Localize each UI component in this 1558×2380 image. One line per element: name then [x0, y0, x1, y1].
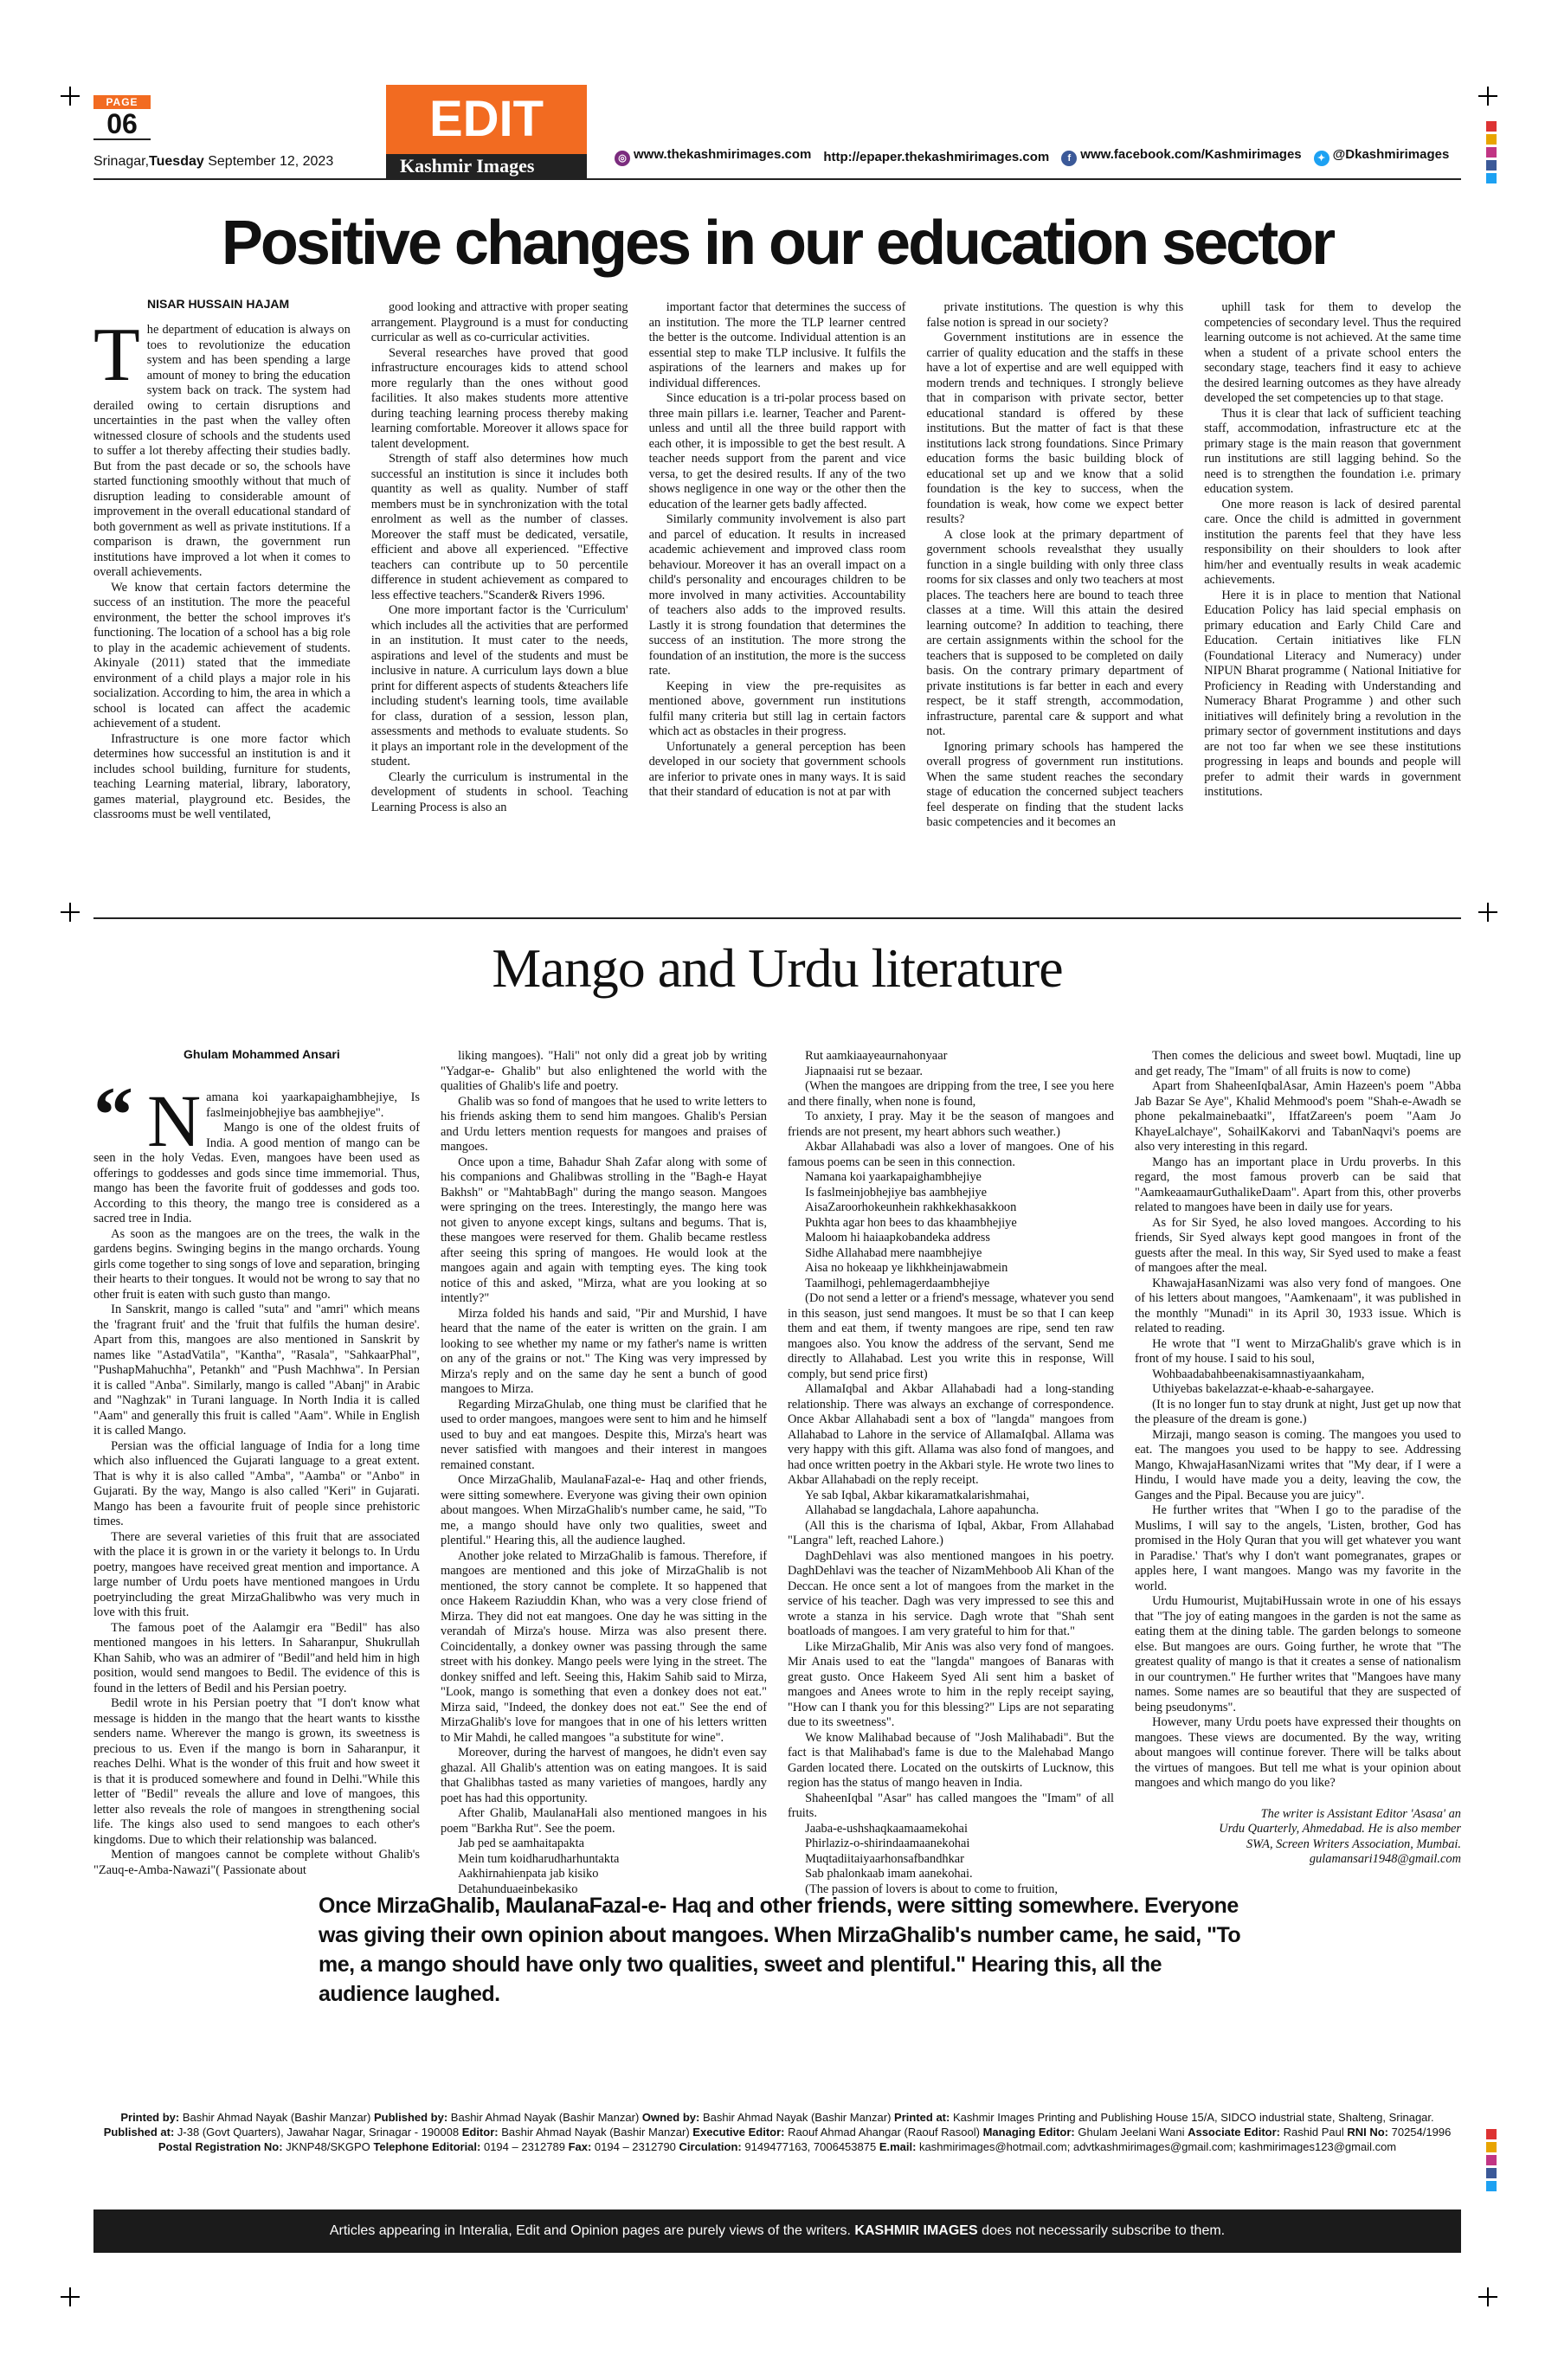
paragraph-text: ShaheenIqbal "Asar" has called mangoes the "Imam" of all fruits. — [788, 1791, 1114, 1820]
paragraph-text: Muqtadiitaiyaarhonsafbandhkar — [805, 1851, 964, 1866]
side-icon-3 — [1486, 160, 1497, 170]
writer-note-line: The writer is Assistant Editor 'Asasa' an — [1260, 1806, 1461, 1821]
twitter-icon: ✦ — [1314, 151, 1329, 166]
paragraph-text: Mein tum koidharudharhuntakta — [458, 1851, 620, 1866]
imprint-value: JKNP48/SKGPO — [282, 2140, 374, 2153]
paragraph — [371, 603, 628, 770]
paragraph — [93, 1303, 420, 1439]
article1-column-3 — [649, 300, 906, 923]
paragraph-text: Strength of staff also determines how much successful an institution is since it includes both quantity as well as quality. Number of staff members must be in synchronization with the total enrolment as well as the number of classes. Moreover the staff must be dedicated, versatile, efficient and above all experienced. "Effective teachers can contribute up to 50 percentile difference in student achievement as compared to less effective teachers."Scander& Rivers 1996. — [370, 452, 628, 602]
paragraph-text: liking mangoes). "Hali" not only did a great job by writing "Yadgar-e- Ghalib" but also enlightened the world with the qualities of Ghalib's life and poetry. — [441, 1049, 767, 1093]
paragraph — [1135, 1503, 1461, 1594]
paragraph — [441, 1398, 767, 1474]
paragraph — [788, 1822, 1114, 1837]
side-icons-bottom — [1486, 2129, 1498, 2191]
article1-column-4 — [926, 300, 1183, 923]
paragraph — [1135, 1216, 1461, 1277]
side-icon-4 — [1486, 2181, 1497, 2191]
paragraph-text: The famous poet of the Aalamgir era "Bedil" has also mentioned mangoes in his letters. In Saharanpur, Shukrullah Khan Sahib, who was an admirer of "Bedil"and held him in high position, would send mangoes to Bedil. The evidence of this is found in the letters of Bedil and his Persian poetry. — [93, 1620, 420, 1695]
registration-mark-bottom-left — [61, 2287, 80, 2306]
side-icon-0 — [1486, 2129, 1497, 2139]
imprint-label: Fax: — [568, 2140, 592, 2153]
article2-headline: Mango and Urdu literature — [492, 937, 1063, 999]
writer-note — [1135, 1807, 1461, 1868]
paragraph — [1135, 1367, 1461, 1383]
imprint-label: Editor: — [461, 2126, 499, 2139]
article1-body — [93, 300, 1461, 923]
paragraph-text: important factor that determines the success of an institution. The more the TLP learner centred the better is the outcome. Individual attention is an essential step to make TLP inclusive. It fulfils the aspirations of the learners and makes up for individual differences. — [648, 300, 906, 390]
imprint-value: Raouf Ahmad Ahangar (Raouf Rasool) — [784, 2126, 983, 2139]
imprint-line — [93, 2125, 1461, 2139]
paragraph-text: Phirlaziz-o-shirindaamaanekohai — [805, 1836, 970, 1850]
paragraph — [1204, 407, 1461, 498]
paragraph — [1135, 1382, 1461, 1398]
article2-column-2 — [441, 1049, 767, 1896]
registration-mark-bottom-right — [1478, 2287, 1497, 2306]
paragraph-text: Regarding MirzaGhulab, one thing must be clarified that he used to order mangoes, mangoes were sent to him and he himself used to buy and eat mangoes. Despite this, Mirza's heart was never satisfied with mangoes and their interest in mangoes remained constant. — [441, 1397, 767, 1472]
paragraph — [788, 1503, 1114, 1519]
paragraph — [788, 1640, 1114, 1731]
side-icon-2 — [1486, 2155, 1497, 2165]
paragraph — [788, 1216, 1114, 1232]
registration-mark-mid-right — [1478, 903, 1497, 922]
paragraph-text: Ignoring primary schools has hampered the overall progress of government run institutions. When the same student reaches the secondary stage of education the concerned subject teachers feel desperate on finding that the student lacks basic competencies and it becomes an — [926, 739, 1184, 829]
paragraph — [1204, 300, 1461, 407]
paragraph — [788, 1291, 1114, 1382]
paragraph-text: Apart from ShaheenIqbalAsar, Amin Hazeen's poem "Abba Jab Bazar Se Aye", Khalid Mehmood's poem "Shah-e-Awadh se phone pekalmainebaatki", IffatZareen's poem "Aam Jo KhayeLalchaye", SohailKakorvi and TabanNaqvi's poems are also very interesting in this regard. — [1135, 1079, 1461, 1154]
paragraph — [441, 1095, 767, 1155]
paragraph-text: Rut aamkiaayeaurnahonyaar — [805, 1049, 948, 1063]
paragraph — [1135, 1428, 1461, 1504]
social-link-1[interactable] — [823, 150, 1049, 164]
paragraph-text: Keeping in view the pre-requisites as mentioned above, government run institutions fulfil many criteria but still lag in certain factors which act as obstacles in their progress. — [648, 679, 906, 738]
paragraph — [788, 1140, 1114, 1170]
paragraph-text: He further writes that "When I go to the paradise of the Muslims, I will say to the angels, 'Listen, brother, God has promised in the Holy Quran that you will get whatever you want in Paradise.' That's why I don't want pomegranates, grapes or apples here, I want mangoes. Mango was my favorite in the world. — [1135, 1503, 1461, 1593]
dateline — [93, 154, 333, 170]
paragraph — [1135, 1079, 1461, 1155]
paragraph — [649, 391, 906, 512]
imprint-label: Telephone Editorial: — [373, 2140, 481, 2153]
paragraph-text: Bedil wrote in his Persian poetry that "I don't know what message is hidden in the mango that the heart wants to kissthe senders name. Wherever the mango is grown, its sweetness is precious to us. Even if the mango is born in Saharanpur, it reaches Delhi. What is the wonder of this fruit and how sweet it is that it is produced somewhere and found in Delhi."While this letter of "Bedil" reveals the allure and love of mangoes, this letter also reveals the role of mangoes in strengthening social life. The kings also used to send mangoes to each other's kingdoms. Due to which their relationship was balanced. — [93, 1696, 420, 1847]
writer-note-line: Urdu Quarterly, Ahmedabad. He is also member — [1219, 1822, 1461, 1836]
paragraph — [93, 1696, 420, 1848]
paragraph — [441, 1806, 767, 1836]
writer-note-line: gulamansari1948@gmail.com — [1309, 1852, 1461, 1866]
side-icon-2 — [1486, 147, 1497, 158]
page-label: PAGE — [93, 95, 151, 109]
paragraph — [441, 1549, 767, 1746]
registration-mark-mid-left — [61, 903, 80, 922]
imprint-value: Kashmir Images Printing and Publishing House 15/A, SIDCO industrial state, Shalteng, Srinagar. — [950, 2111, 1434, 2124]
paragraph-text: amana koi yaarkapaighambhejiye, Is faslmeinjobhejiye bas aambhejiye". — [206, 1090, 420, 1120]
article2-body — [93, 1049, 1461, 1896]
paragraph — [649, 740, 906, 801]
paragraph-text: After Ghalib, MaulanaHali also mentioned mangoes in his poem "Barkha Rut". See the poem. — [441, 1806, 767, 1836]
paragraph-text: Jaaba-e-ushshaqkaamaamekohai — [805, 1821, 968, 1836]
paragraph — [788, 1489, 1114, 1504]
paragraph-text: Aakhirnahienpata jab kisiko — [458, 1867, 599, 1881]
side-icon-3 — [1486, 2168, 1497, 2178]
paragraph-text: (When the mangoes are dripping from the tree, I see you here and there finally, when none is found, — [788, 1079, 1114, 1109]
paragraph-text: DaghDehlavi was also mentioned mangoes in his poetry. DaghDehlavi was the teacher of NizamMehboob Ali Khan of the Deccan. He once sent a lot of mangoes from the market in the service of his teacher. Dagh was very impressed to see this and wrote a stanza in his service. Dagh wrote that "Shah sent boatloads of mangoes. I am very grateful to him for that." — [788, 1548, 1114, 1638]
paragraph-text: (Do not send a letter or a friend's message, whatever you send in this season, just send mangoes. It must be so that I can keep them and eat them, if twenty mangoes are ripe, send ten raw mangoes also. You know the address of the servant, Send me directly to Allahabad. Lest you write this in response, Will comply, but send price first) — [788, 1291, 1114, 1381]
paragraph-text: Like MirzaGhalib, Mir Anis was also very fond of mangoes. Mir Anais used to eat the "langda" mangoes of Banaras with great gusto. Once Hakeem Syed Ali sent him a basket of mangoes and Anees wrote to him in the reply receipt saying, "How can I thank you for this blessing?" Lips are not separating due to its sweetness". — [788, 1639, 1114, 1729]
paragraph-text: Maloom hi haiaapkobandeka address — [805, 1231, 990, 1245]
paragraph — [649, 512, 906, 679]
paragraph-text: Jab ped se aamhaitapakta — [458, 1836, 584, 1850]
paragraph-text: good looking and attractive with proper seating arrangement. Playground is a must for conducting curricular as well as co-curricular activities. — [370, 300, 628, 344]
paragraph — [93, 1227, 420, 1303]
paragraph-text: Taamilhogi, pehlemagerdaambhejiye — [805, 1276, 990, 1290]
facebook-icon: f — [1061, 151, 1077, 166]
paragraph-text: Once MirzaGhalib, MaulanaFazal-e- Haq and other friends, were sitting somewhere. Everyone was giving their own opinion about mangoes. When MirzaGhalib's number came, he said, "To me, a mango should have only two qualities, sweet and plentiful." Hearing this, all the audience laughed. — [441, 1473, 767, 1547]
paragraph-text: Ghalib was so fond of mangoes that he used to write letters to his friends asking them to send him mangoes. Ghalib's Persian and Urdu letters mention requests for mangoes and praises of mangoes. — [441, 1094, 767, 1154]
paragraph — [788, 1110, 1114, 1140]
paragraph-text: Clearly the curriculum is instrumental in the development of students in school. Teaching Learning Process is also an — [370, 769, 628, 814]
paragraph-text: One more important factor is the 'Curriculum' which includes all the activities that are performed in an institution. It must cater to the needs, aspirations and level of the students and must be inclusive in nature. A curriculum lays down a blue print for different aspects of students &teachers life including student's learning tools, time available for class, duration of a session, lesson plan, assessments and methods to evaluate students. So it plays an important role in the development of the student. — [370, 603, 628, 769]
registration-mark-top-right — [1478, 87, 1497, 106]
imprint-value: Ghulam Jeelani Wani — [1074, 2126, 1188, 2139]
page-tag — [93, 95, 151, 140]
paragraph — [788, 1246, 1114, 1262]
paragraph — [441, 1155, 767, 1307]
imprint-value: J-38 (Govt Quarters), Jawahar Nagar, Srinagar - 190008 — [174, 2126, 462, 2139]
paragraph — [788, 1261, 1114, 1277]
paragraph-text: Ye sab Iqbal, Akbar kikaramatkalarishmahai, — [805, 1488, 1030, 1502]
imprint-value: 9149477163, 7006453875 — [741, 2140, 879, 2153]
imprint — [93, 2110, 1461, 2154]
paragraph — [93, 1079, 420, 1162]
paragraph — [1135, 1155, 1461, 1216]
social-link-text: www.thekashmirimages.com — [634, 147, 812, 162]
paragraph-text: Then comes the delicious and sweet bowl. Muqtadi, line up and get ready, The "Imam" of all fruits is now to come) — [1135, 1049, 1461, 1078]
paragraph — [788, 1170, 1114, 1186]
paragraph — [788, 1731, 1114, 1791]
paragraph-text: Similarly community involvement is also part and parcel of education. It results in increased academic achievement and improved class room behaviour. Moreover it has an overall impact on a child's personality and encourages children to be more involved in many activities. Accountability of teachers also adds to the improved results. Lastly it is strong foundation that determines the success of an institution. The more strong the foundation of an institution, the more is the success rate. — [648, 512, 906, 678]
disclaimer-bar — [93, 2210, 1461, 2253]
paragraph — [788, 1065, 1114, 1080]
paragraph-text: KhawajaHasanNizami was also very fond of mangoes. One of his letters about mangoes, "Aamkenaam", it was published in the monthly "Munadi" in its April 30, 1933 issue. Which is related to reading. — [1135, 1276, 1461, 1335]
social-link-text: http://epaper.thekashmirimages.com — [823, 149, 1050, 164]
paragraph-text: Here it is in place to mention that National Education Policy has laid special emphasis on primary education and Early Child Care and Education. Certain initiatives like FLN (Foundational Literacy and Numeracy) under NIPUN Bharat programme ( National Initiative for Proficiency in Reading with Understanding and Numeracy Bharat Programme ) and other such initiatives will definitely bring a revolution in the primary sector of government institutions and days are not too far when we see these institutions progressing in leaps and bounds and people will prefer to admit their wards in government institutions. — [1204, 588, 1461, 799]
imprint-label: Postal Registration No: — [158, 2140, 283, 2153]
paragraph-text: Another joke related to MirzaGhalib is famous. Therefore, if mangoes are mentioned and this joke of MirzaGhalib is not mentioned, the story cannot be complete. It so happened that once Hakeem Raziuddin Khan, who was a very close friend of Mirza. They did not eat mangoes. One day he was sitting in the verandah of Mirza's house. Mirza was also present there. Coincidentally, a donkey owner was passing through the same street with his donkey. Mango peels were lying in the street. The donkey sniffed and left. Seeing this, Hakim Sahib said to Mirza, "Look, mango is something that even a donkey does not eat." Mirza said, "Indeed, the donkey does not eat." See the end of MirzaGhalib's love for mangoes that in one of his letters written to Mir Mahdi, he called mangoes "a substitute for wine". — [441, 1548, 767, 1745]
paragraph — [93, 1121, 420, 1227]
paragraph — [441, 1307, 767, 1398]
imprint-label: Owned by: — [641, 2111, 700, 2124]
paragraph — [788, 1079, 1114, 1110]
paragraph-text: Infrastructure is one more factor which determines how successful an institution is and it includes school building, furniture for students, teaching Learning material, library, laboratory, games material, playground etc. Besides, the classrooms must be well ventilated, — [93, 731, 351, 821]
paragraph — [93, 1848, 420, 1878]
pull-quote: Once MirzaGhalib, MaulanaFazal-e- Haq and other friends, were sitting somewhere. Everyone was giving their own opinion about mangoes. When MirzaGhalib's number came, he said, "To me, a mango should have only two qualities, sweet and plentiful." Hearing this, all the audience laughed. — [319, 1894, 1241, 2006]
paragraph-text: Pukhta agar hon bees to das khaambhejiye — [805, 1215, 1017, 1230]
social-link-3[interactable] — [1314, 147, 1450, 166]
paragraph — [788, 1231, 1114, 1246]
side-icons-top — [1486, 121, 1498, 183]
paragraph — [1135, 1594, 1461, 1715]
paragraph — [926, 331, 1183, 528]
article2-column-3 — [788, 1049, 1114, 1896]
paragraph — [788, 1186, 1114, 1201]
paragraph — [441, 1852, 767, 1868]
paragraph — [93, 313, 351, 581]
imprint-value: Bashir Ahmad Nayak (Bashir Manzar) — [179, 2111, 374, 2124]
paragraph-text: Mention of mangoes cannot be complete without Ghalib's "Zauq-e-Amba-Nawazi"( Passionate about — [93, 1848, 420, 1877]
paragraph-text: As for Sir Syed, he also loved mangoes. According to his friends, Sir Syed always kept good mangoes in front of the guests after the meal. In this way, Sir Syed used to make a feast of mangoes after the meal. — [1135, 1215, 1461, 1275]
imprint-label: Printed at: — [894, 2111, 950, 2124]
paragraph — [93, 1439, 420, 1530]
paragraph-text: Sab phalonkaab imam aanekohai. — [805, 1867, 973, 1881]
paragraph-text: However, many Urdu poets have expressed their thoughts on mangoes. These views are documented. By the way, writing about mangoes will continue forever. There will be talks about the virtues of mangoes. But tell me what is your opinion about mangoes and which mango do you like? — [1135, 1715, 1461, 1790]
social-links — [615, 147, 1449, 166]
paragraph — [441, 1746, 767, 1806]
paragraph — [788, 1791, 1114, 1822]
paragraph — [93, 1621, 420, 1697]
paragraph — [1204, 589, 1461, 801]
registration-mark-top-left — [61, 87, 80, 106]
page-number: 06 — [93, 109, 151, 140]
drop-cap: T — [93, 313, 140, 397]
imprint-value: 0194 – 2312790 — [591, 2140, 679, 2153]
paragraph-text: (The passion of lovers is about to come to fruition, — [805, 1881, 1058, 1896]
paragraph — [441, 1836, 767, 1852]
date-place: Srinagar, — [93, 154, 150, 169]
paragraph — [788, 1277, 1114, 1292]
paragraph-text: Several researches have proved that good infrastructure encourages kids to attend school more regularly than the ones without good facilities. It also makes students more attentive during teaching learning process thereby making learning comfortable. Moreover it allows space for talent development. — [370, 345, 628, 451]
imprint-line — [93, 2110, 1461, 2125]
paragraph — [1204, 498, 1461, 589]
paragraph-text: Urdu Humourist, MujtabiHussain wrote in one of his essays that "The joy of eating mangoes in the garden is not the same as eating them at the dining table. The garden belongs to someone else. But mangoes are ours. Going further, he wrote that "The greatest quality of mango is that it creates a sense of nationalism in our countrymen." He further writes that "Mangoes have many names. Some names are so beautiful that they are suspected of being pseudonyms". — [1135, 1594, 1461, 1714]
paragraph — [371, 300, 628, 346]
paragraph — [441, 1867, 767, 1882]
imprint-label: Published at: — [103, 2126, 175, 2139]
drop-cap: N — [147, 1079, 202, 1162]
paragraph — [926, 740, 1183, 831]
paragraph-text: he department of education is always on toes to revolutionize the education system and has been spending a large amount of money to bring the education system back on track. The system had derailed owing to certain disruptions and uncertainties in the past when the valley often witnessed closure of schools and the students used to suffer a lot thereby affecting their studies badly. But from the past decade or so, the schools have started functioning smoothly without that much of disruption leading to considerable amount of improvement in the overall educational standard of both government as well as private institutions. If a comparison is drawn, the government run institutions have improved a lot when it comes to overall achievements. — [93, 323, 351, 579]
social-link-text: www.facebook.com/Kashmirimages — [1080, 147, 1302, 162]
paragraph-text: Mango is one of the oldest fruits of India. A good mention of mango can be seen in the holy Vedas. Even, mangoes have been used as offerings to goddesses and gods since time immemorial. Thus, mango has been the favorite fruit of goddesses and gods too. According to this theory, the mango tree is considered as a sacred tree in India. — [93, 1121, 420, 1225]
imprint-label: Associate Editor: — [1188, 2126, 1280, 2139]
paragraph-text: AisaZaroorhokeunhein rakhkekhasakkoon — [805, 1200, 1017, 1214]
paragraph-text: Uthiyebas bakelazzat-e-khaab-e-sahargayee. — [1152, 1382, 1375, 1396]
paper-name: Kashmir Images — [386, 154, 587, 178]
imprint-label: RNI No: — [1347, 2126, 1388, 2139]
paragraph-text: Detahunduaeinbekasiko — [458, 1881, 578, 1896]
paragraph — [1135, 1049, 1461, 1079]
paragraph-text: A close look at the primary department of government schools revealsthat they usually function in a single building with only three class rooms for six classes and only two teachers at most places. The teachers here are bound to teach three classes at a time. Will this attain the desired learning outcome? In addition to teaching, there are certain assignments within the school for the teachers that is supposed to be completed on daily basis. On the contrary primary department of private institutions is far better in each and every respect, be it staff strength, accommodation, infrastructure, parental care & support and what not. — [926, 527, 1184, 738]
section-title: EDIT — [386, 85, 587, 154]
paragraph-text: As soon as the mangoes are on the trees, the walk in the gardens begins. Swinging begins in the mango orchards. Young girls come together to sing songs of love and separation, bringing their hearts to their tongues. It would not be wrong to say that no other fruit is eaten with such gusto than mango. — [93, 1226, 420, 1302]
imprint-value: Bashir Ahmad Nayak (Bashir Manzar) — [447, 2111, 642, 2124]
paragraph-text: uphill task for them to develop the competencies of secondary level. Thus the required learning outcome is not achieved. At the same time when a student of a private school enters the secondary stage, teachers find it easy to achieve the desired learning outcomes as they have already developed the set competencies up to that stage. — [1204, 300, 1461, 405]
disclaimer-text: Articles appearing in Interalia, Edit and Opinion pages are purely views of the writers. — [329, 2223, 855, 2238]
paragraph-text: We know that certain factors determine the success of an institution. The more the peaceful environment, the better the school improves it's functioning. The location of a school has a big role to play in the academic achievement of students. Akinyale (2011) stated that the immediate environment of a child plays a major role in his socialization. According to him, the area in which a school is located can affect the academic achievement of a student. — [93, 580, 351, 730]
paragraph — [788, 1519, 1114, 1549]
side-icon-0 — [1486, 121, 1497, 132]
paragraph — [926, 300, 1183, 331]
paragraph — [788, 1549, 1114, 1640]
imprint-label: Published by: — [373, 2111, 448, 2124]
paragraph-text: We know Malihabad because of "Josh Malihabadi". But the fact is that Malihabad's fame is due to the Malehabad Mango Garden located there. Located on the outskirts of Lucknow, this region has the status of mango heaven in India. — [788, 1730, 1114, 1790]
article1-column-2 — [371, 300, 628, 923]
imprint-line — [93, 2139, 1461, 2154]
paragraph — [441, 1473, 767, 1549]
paragraph — [926, 528, 1183, 740]
date-weekday: Tuesday — [149, 154, 204, 169]
paragraph-text: Allahabad se langdachala, Lahore aapahuncha. — [805, 1503, 1040, 1517]
paragraph-text: There are several varieties of this fruit that are associated with the place it is grown in or the variety it belongs to. In Urdu poetry, mangoes have received great mention and importance. A large number of Urdu poets have mentioned mangoes in Urdu poetryincluding the great MirzaGhalibwho was very much in love with this fruit. — [93, 1529, 420, 1619]
paragraph — [441, 1049, 767, 1095]
paragraph — [788, 1836, 1114, 1852]
imprint-value: 70254/1996 — [1388, 2126, 1452, 2139]
side-icon-4 — [1486, 173, 1497, 183]
paragraph-text: Mirza folded his hands and said, "Pir and Murshid, I have heard that the name of the eater is written on the grain. I am looking to see whether my name or my father's name is written on any of the grains or not." The King was very impressed by Mirza's reply and on the same day he sent a bunch of good mangoes to Mirza. — [441, 1306, 767, 1396]
article1-column-5 — [1204, 300, 1461, 923]
paragraph — [93, 1530, 420, 1621]
paragraph — [788, 1200, 1114, 1216]
article1-headline: Positive changes in our education sector — [221, 209, 1334, 278]
paragraph — [93, 581, 351, 732]
article1-column-1 — [93, 300, 351, 923]
social-link-0[interactable] — [615, 147, 811, 166]
imprint-label: E.mail: — [879, 2140, 917, 2153]
paragraph-text: Thus it is clear that lack of sufficient teaching staff, accommodation, infrastructure etc at the primary stage is the main reason that government run institutions are still lagging behind. So the need is to strengthen the foundation i.e. primary education system. — [1204, 406, 1461, 496]
paragraph — [1135, 1715, 1461, 1791]
article1-byline: NISAR HUSSAIN HAJAM — [147, 297, 290, 311]
paragraph-text: Since education is a tri-polar process based on three main pillars i.e. learner, Teacher and Parent- unless and until all the three build rapport with each other, it is impossible to get the best result. A teacher needs support from the parent and vice versa, to get the desired results. If any of the two shows negligence in one way or the other then the education of the learner gets badly affected. — [648, 391, 906, 511]
paragraph-text: Wohbaadabahbeenakisamnastiyaankaham, — [1152, 1367, 1365, 1381]
article2-column-1 — [93, 1049, 420, 1877]
article2-column-4 — [1135, 1049, 1461, 1871]
paragraph-text: Akbar Allahabadi was also a lover of mangoes. One of his famous poems can be seen in this connection. — [788, 1140, 1114, 1169]
section-logo — [386, 85, 587, 178]
paragraph-text: Government institutions are in essence the carrier of quality education and the staffs in these have a lot of expertise and are well equipped with modern trends and techniques. I strongly believe that in comparison with private sector, better educational standard is offered by these institutions. But the matter of fact is that these institutions lack strong foundations. Since Primary education forms the basic building block of educational set up and we know that a solid foundation is the key to success, when the foundation is weak, how come we expect better results? — [926, 331, 1184, 526]
paragraph-text: Sidhe Allahabad mere naambhejiye — [805, 1245, 982, 1260]
paragraph — [788, 1049, 1114, 1065]
paragraph — [788, 1382, 1114, 1489]
paragraph-text: Unfortunately a general perception has been developed in our society that government schools are inferior to private ones in many ways. It is said that their standard of education is not at par with — [648, 739, 906, 799]
disclaimer-tail: does not necessarily subscribe to them. — [977, 2223, 1226, 2238]
paragraph — [788, 1852, 1114, 1868]
paragraph-text: Once upon a time, Bahadur Shah Zafar along with some of his companions and Ghalibwas strolling in the "Bagh-e Hayat Bakhsh" or "MahtabBagh" during the mango season. Mangoes were springing on the trees. Interestingly, the mango here was not given to anyone except kings, sultans and begums. That is, these mangoes were reserved for them. Ghalib became restless after seeing this spring of mangoes. He would look at the mangoes again and again with tempting eyes. The king took notice of this and asked, "Mirza, what are you looking at so intently?" — [441, 1155, 767, 1305]
paragraph-text: Mirzaji, mango season is coming. The mangoes you used to eat. The mangoes you used to be happy to see. Addressing Mango, KhwajaHasanNizami writes that "My dear, if I were a Hindu, I would have made you a deity, leaving the cow, the Ganges and the Pipal. Because you are juicy". — [1135, 1427, 1461, 1502]
paragraph — [788, 1867, 1114, 1882]
writer-note-line: SWA, Screen Writers Association, Mumbai. — [1246, 1836, 1461, 1851]
paragraph-text: AllamaIqbal and Akbar Allahabadi had a long-standing relationship. There was always an exchange of correspondence. Once Akbar Allahabadi sent a box of "langda" mangoes from Allahabad to Lahore in the service of AllamaIqbal. Allama was very happy with this gift. Allama was also fond of mangoes, and had once written poetry in the Akbari style. He wrote two lines to Akbar Allahabadi on the reply receipt. — [788, 1382, 1114, 1487]
paragraph — [649, 300, 906, 391]
paragraph-text: To anxiety, I pray. May it be the season of mangoes and friends are not present, my heart abhors such weather.) — [788, 1110, 1114, 1139]
imprint-value: kashmirimages@hotmail.com; advtkashmirimages@gmail.com; kashmirimages123@gmail.com — [916, 2140, 1397, 2153]
paragraph-text: Is faslmeinjobhejiye bas aambhejiye — [805, 1185, 987, 1200]
instagram-icon: ◎ — [615, 151, 630, 166]
paragraph-text: He wrote that "I went to MirzaGhalib's grave which is in front of my house. I said to his soul, — [1135, 1336, 1461, 1366]
paragraph-text: One more reason is lack of desired parental care. Once the child is admitted in government institution the parents feel that they have less responsibility on their shoulders to look after him/her and eventually results in weak academic achievements. — [1204, 497, 1461, 587]
paragraph — [1135, 1337, 1461, 1367]
paragraph-text: Jiapnaaisi rut se bezaar. — [805, 1064, 924, 1078]
imprint-value: Bashir Ahmad Nayak (Bashir Manzar) — [699, 2111, 895, 2124]
imprint-label: Printed by: — [120, 2111, 180, 2124]
imprint-value: Bashir Ahmad Nayak (Bashir Manzar) — [498, 2126, 693, 2139]
social-link-text: @Dkashmirimages — [1332, 147, 1450, 162]
imprint-value: 0194 – 2312789 — [480, 2140, 569, 2153]
top-rule — [93, 178, 1461, 180]
side-icon-1 — [1486, 2142, 1497, 2152]
paragraph-text: Mango has an important place in Urdu proverbs. In this regard, the most famous proverb can be said that "AamkeaamaurGuthalikeDaam". Apart from this, other proverbs related to mangoes have been in daily use for years. — [1135, 1155, 1461, 1214]
paragraph-text: Aisa no hokeaap ye likhkheinjawabmein — [805, 1261, 1008, 1275]
paragraph-text: (It is no longer fun to stay drunk at night, Just get up now that the pleasure of the dream is gone.) — [1135, 1397, 1461, 1426]
article-separator — [93, 917, 1461, 919]
imprint-label: Executive Editor: — [692, 2126, 785, 2139]
imprint-label: Managing Editor: — [982, 2126, 1075, 2139]
paragraph — [649, 679, 906, 740]
date-text: September 12, 2023 — [203, 154, 334, 169]
paragraph-text: Persian was the official language of India for a long time which also influenced the Gujarati language to a great extent. That is why it is also called "Amba", "Aamba" or "Anbo" in Gujarati. By the way, Mango is also called "Keri" in Gujarati. Mango has been a favourite fruit of people since prehistoric times. — [93, 1438, 420, 1528]
imprint-value: Rashid Paul — [1280, 2126, 1348, 2139]
paragraph-text: In Sanskrit, mango is called "suta" and "amri" which means the 'fragrant fruit' and the 'fruit that fulfils the human desire'. Apart from this, mangoes are also mentioned in Sanskrit by names like "AstadVatila", "Kantha", "Rasala", "SahkaarPhal", "PushapMahuchha", Petankh" and "Push Machhwa". In Persian it is called "Anba". Similarly, mango is called "Abanj" in Arabic and "Naghzak" in Turani language. In North India it is called "Aam" and generally this fruit is called "Aam". While in English it is called Mango. — [93, 1303, 420, 1438]
disclaimer-brand: KASHMIR IMAGES — [854, 2223, 978, 2238]
paragraph — [371, 346, 628, 453]
paragraph — [1135, 1398, 1461, 1428]
paragraph — [371, 770, 628, 816]
social-link-2[interactable] — [1061, 147, 1301, 166]
side-icon-1 — [1486, 134, 1497, 145]
article2-byline: Ghulam Mohammed Ansari — [183, 1047, 340, 1061]
paragraph-text: Namana koi yaarkapaighambhejiye — [805, 1170, 982, 1184]
paragraph — [1135, 1277, 1461, 1337]
paragraph-text: (All this is the charisma of Iqbal, Akbar, From Allahabad "Langra" left, reached Lahore.) — [788, 1518, 1114, 1547]
paragraph — [371, 452, 628, 603]
paragraph-text: private institutions. The question is why this false notion is spread in our society? — [926, 300, 1184, 330]
imprint-label: Circulation: — [679, 2140, 742, 2153]
paragraph — [93, 732, 351, 823]
paragraph-text: Moreover, during the harvest of mangoes, he didn't even say ghazal. All Ghalib's attention was on eating mangoes. It is said that Ghalibhas tasted as many varieties of mangoes, hardly any poet has had this opportunity. — [441, 1746, 767, 1805]
quote-mark: “ — [93, 1071, 133, 1159]
